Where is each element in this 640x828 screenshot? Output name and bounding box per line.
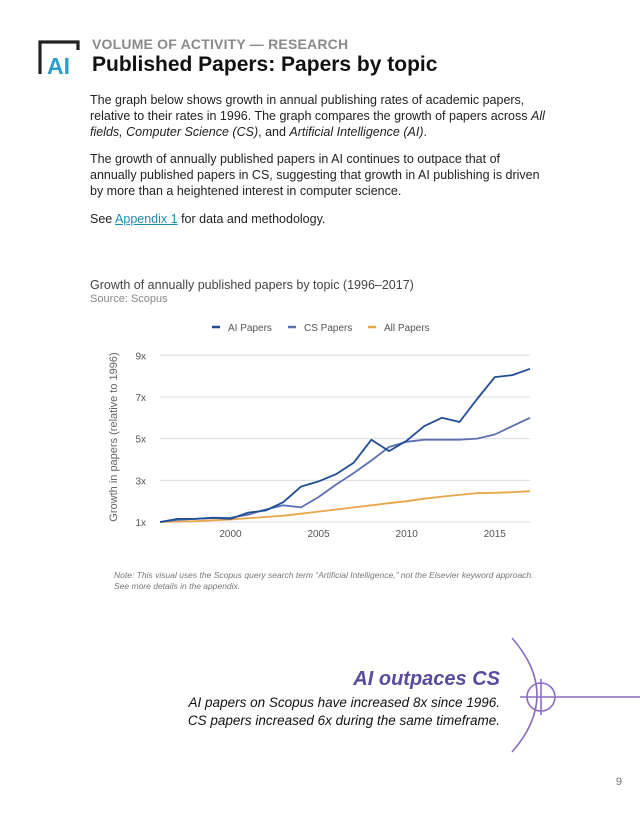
page-number: 9 — [615, 776, 622, 788]
x-tick-label: 2010 — [395, 529, 418, 540]
page-title: Published Papers: Papers by topic — [92, 53, 438, 76]
intro-text-b: , and — [258, 125, 290, 139]
growth-paragraph: The growth of annually published papers in AI continues to outpace that of annually published papers in CS, suggesting that growth in AI publishing is driven by more than a heightened interest in computer science. — [90, 152, 540, 198]
intro-text-em1: All fields, Computer Science (CS) — [90, 109, 545, 139]
callout-title: AI outpaces CS — [353, 668, 500, 690]
chart-source: Source: Scopus — [90, 293, 168, 305]
y-tick-label: 7x — [135, 392, 146, 404]
y-tick-label: 1x — [135, 518, 146, 529]
x-tick-label: 2015 — [483, 529, 506, 540]
y-tick-label: 3x — [135, 476, 146, 488]
x-tick-label: 2000 — [219, 529, 242, 540]
appendix-text-a: See — [90, 212, 116, 226]
decorative-crosshair-icon — [500, 630, 640, 760]
appendix-link[interactable]: Appendix 1 — [115, 212, 178, 226]
appendix-text-b: for data and methodology. — [177, 212, 326, 226]
logo-text: AI — [47, 53, 70, 76]
callout-line-cs: CS papers increased 6x during the same timeframe. — [187, 713, 500, 728]
ai-papers-line — [160, 369, 530, 522]
x-tick-label: 2005 — [307, 529, 330, 540]
y-axis-ticks — [135, 351, 146, 529]
intro-text-a: The graph below shows growth in annual publishing rates of academic papers, relative to their rates in 1996. The graph compares the growth of papers across — [90, 93, 531, 123]
intro-text-c: . — [423, 125, 427, 139]
y-tick-label: 9x — [135, 351, 146, 363]
cs-papers-line — [160, 418, 530, 522]
legend-label-all-papers: All Papers — [384, 323, 430, 334]
callout-line-ai: AI papers on Scopus have increased 8x since 1996. — [188, 695, 500, 710]
chart-note: Note: This visual uses the Scopus query search term “Artificial Intelligence,” not the Elsevier keyword approach. See more details in the appendix. — [114, 570, 534, 591]
chart-series — [160, 369, 530, 522]
section-label: VOLUME OF ACTIVITY — RESEARCH — [92, 36, 349, 52]
x-axis-ticks — [219, 529, 506, 540]
y-axis-label: Growth in papers (relative to 1996) — [108, 352, 120, 522]
legend-label-ai-papers: AI Papers — [228, 323, 272, 334]
y-tick-label: 5x — [135, 434, 146, 446]
chart-title: Growth of annually published papers by topic (1996–2017) — [90, 278, 414, 292]
legend-label-cs-papers: CS Papers — [304, 323, 353, 334]
intro-text-em2: Artificial Intelligence (AI) — [289, 125, 424, 139]
chart-legend — [212, 323, 430, 334]
